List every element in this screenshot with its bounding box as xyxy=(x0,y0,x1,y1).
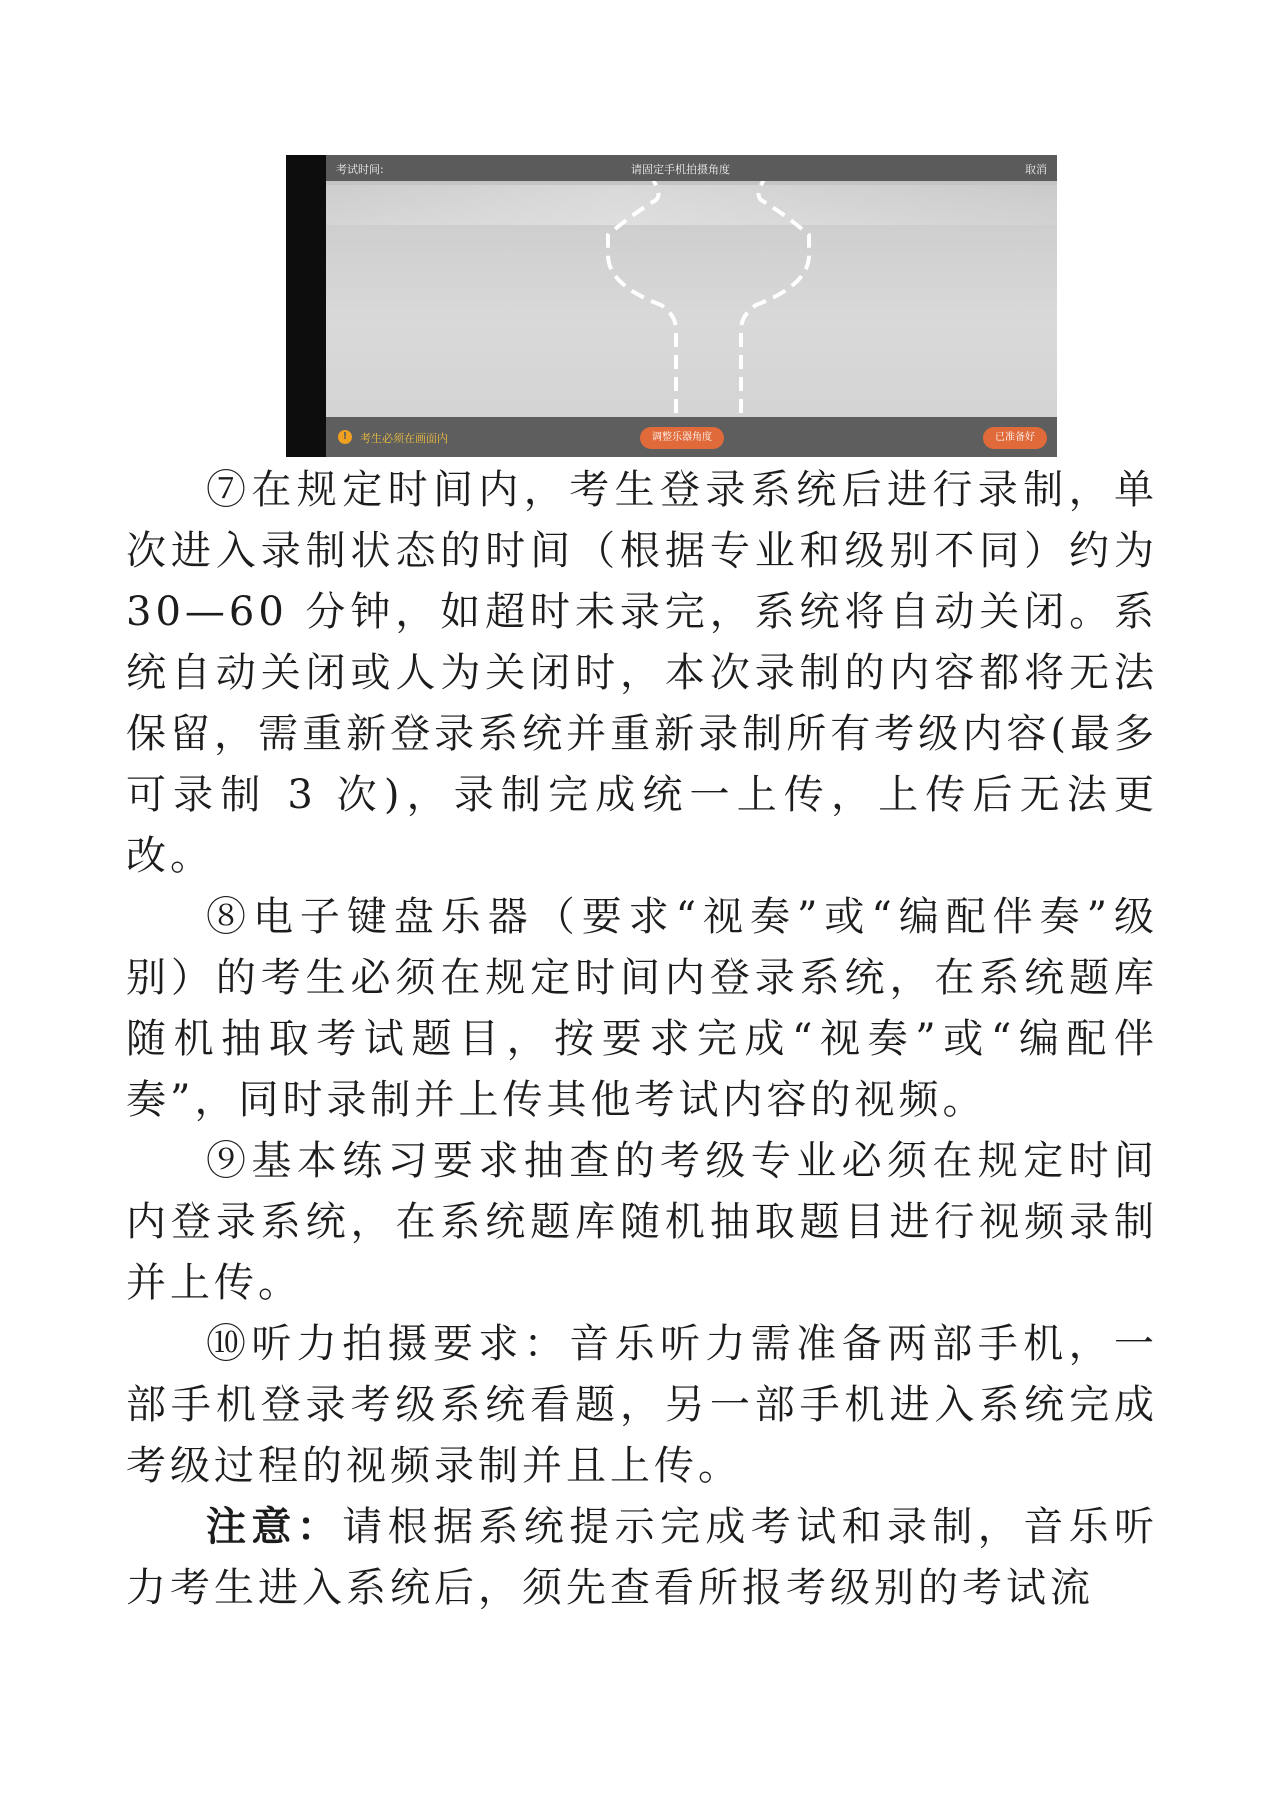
info-icon: ! xyxy=(338,430,352,444)
note-paragraph xyxy=(126,1497,1158,1619)
paragraph-7: ⑦在规定时间内，考生登录系统后进行录制，单次进入录制状态的时间（根据专业和级别不同）约为 30—60 分钟，如超时未录完，系统将自动关闭。系统自动关闭或人为关闭时，本次录制的内容都将无法保留，需重新登录系统并重新录制所有考级内容(最多可录制 3 次)，录制完成统一上传，上传后无法更改。 xyxy=(126,467,1158,879)
note-text: 请根据系统提示完成考试和录制，音乐听力考生进入系统后，须先查看所报考级别的考试流 xyxy=(126,1504,1159,1611)
screenshot-top-bar xyxy=(326,155,1057,181)
paragraph-9: ⑨基本练习要求抽查的考级专业必须在规定时间内登录系统，在系统题库随机抽取题目进行视频录制并上传。 xyxy=(126,1138,1158,1306)
adjust-angle-button[interactable]: 调整乐器角度 xyxy=(640,427,724,449)
person-outline-icon xyxy=(286,155,1057,457)
paragraph-8: ⑧电子键盘乐器（要求“视奏”或“编配伴奏”级别）的考生必须在规定时间内登录系统，在系统题库随机抽取考试题目，按要求完成“视奏”或“编配伴奏”，同时录制并上传其他考试内容的视频。 xyxy=(126,894,1158,1123)
warning-text: 考生必须在画面内 xyxy=(360,432,448,445)
screenshot-title: 请固定手机拍摄角度 xyxy=(631,163,730,176)
document-body xyxy=(126,460,1158,1619)
cancel-button[interactable]: 取消 xyxy=(1025,163,1047,176)
screenshot-bottom-bar xyxy=(326,417,1057,457)
recording-screenshot xyxy=(286,155,1057,457)
ready-button[interactable]: 已准备好 xyxy=(983,427,1047,449)
paragraph-10: ⑩听力拍摄要求：音乐听力需准备两部手机，一部手机登录考级系统看题，另一部手机进入系统完成考级过程的视频录制并且上传。 xyxy=(126,1321,1158,1489)
note-label: 注意： xyxy=(206,1504,343,1550)
exam-time-label: 考试时间: xyxy=(336,163,384,176)
